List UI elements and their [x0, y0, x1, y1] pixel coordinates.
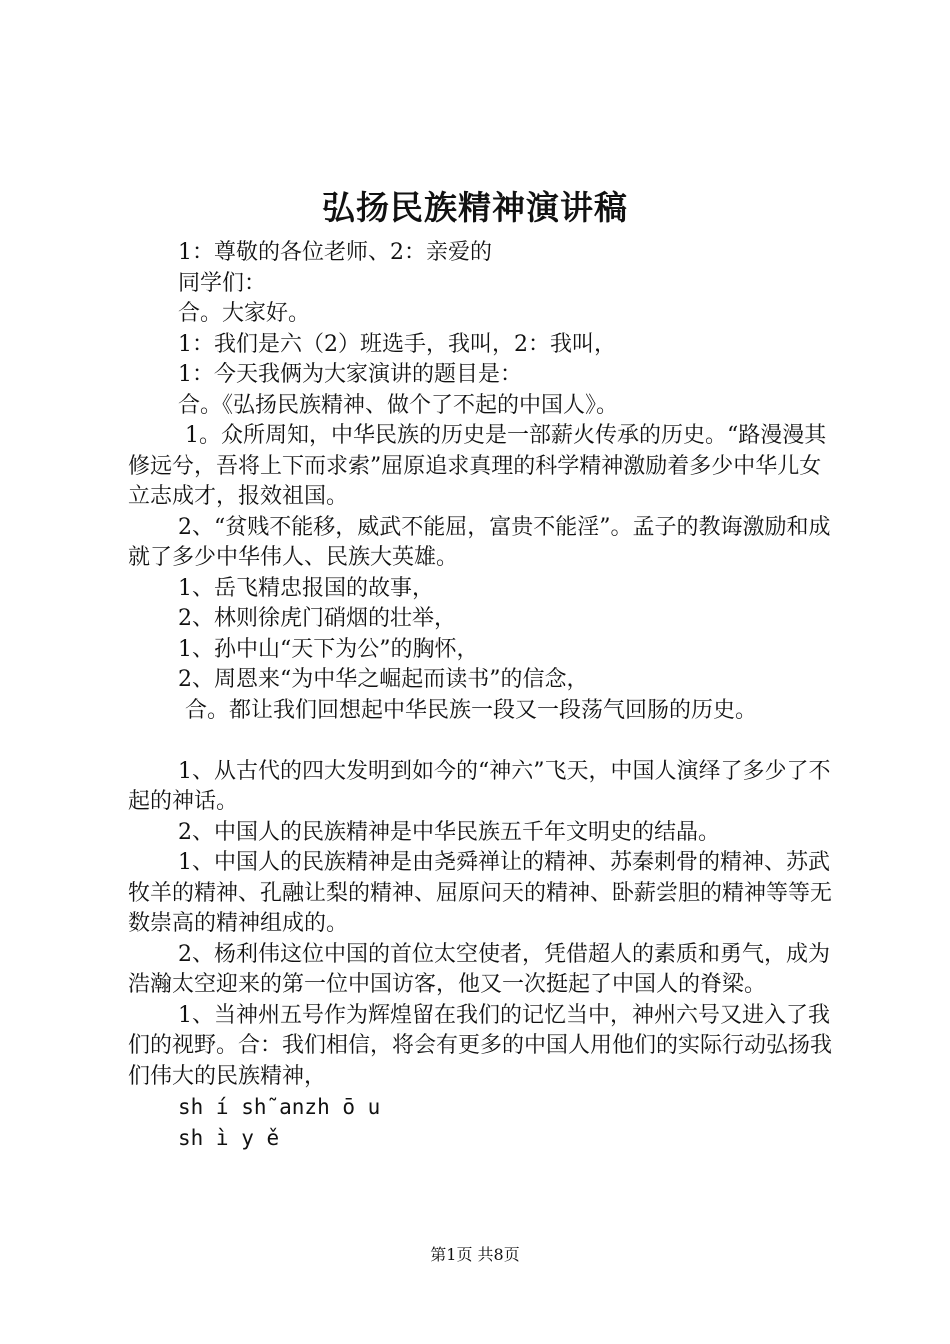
paragraph: 1、当神州五号作为辉煌留在我们的记忆当中，神州六号又进入了我们的视野。合：我们相信，将会有更多的中国人用他们的实际行动弘扬我们伟大的民族精神， [128, 1002, 833, 1089]
paragraph: 2、中国人的民族精神是中华民族五千年文明史的结晶。 [178, 819, 720, 845]
blank-line [128, 726, 838, 757]
paragraph: 合。都让我们回想起中华民族一段又一段荡气回肠的历史。 [178, 697, 758, 723]
paragraph: 合。大家好。 [178, 301, 311, 326]
document-body [128, 238, 838, 1153]
document-title: 弘扬民族精神演讲稿 [322, 188, 628, 227]
paragraph: 1：我们是六（2）班选手，我叫，2：我叫， [178, 331, 616, 357]
paragraph: 2、“贫贱不能移，威武不能屈，富贵不能淫”。孟子的教诲激励和成就了多少中华伟人、民族大英雄。 [128, 514, 831, 570]
paragraph: 1。众所周知，中华民族的历史是一部薪火传承的历史。“路漫漫其修远兮，吾将上下而求索”屈原追求真理的科学精神激励着多少中华儿女立志成才，报效祖国。 [128, 423, 827, 509]
paragraph: 2、杨利伟这位中国的首位太空使者，凭借超人的素质和勇气，成为浩瀚太空迎来的第一位中国访客，他又一次挺起了中国人的脊梁。 [128, 941, 830, 997]
pinyin-line: sh ì y ě [178, 1125, 280, 1150]
paragraph: 同学们： [178, 270, 267, 296]
paragraph: 1、岳飞精忠报国的故事， [178, 575, 434, 601]
paragraph: 2、周恩来“为中华之崛起而读书”的信念， [178, 667, 589, 692]
paragraph: 2、林则徐虎门硝烟的壮举， [178, 606, 456, 631]
paragraph: 1、从古代的四大发明到如今的“神六”飞天，中国人演绎了多少了不起的神话。 [128, 758, 831, 814]
paragraph: 1：今天我俩为大家演讲的题目是： [178, 362, 522, 387]
paragraph: 合。《弘扬民族精神、做个了不起的中国人》。 [178, 392, 619, 418]
pinyin-line: sh í sh˜anzh ō u [178, 1095, 381, 1119]
page-footer: 第1页 共8页 [430, 1245, 520, 1264]
paragraph: 1：尊敬的各位老师、2：亲爱的 [178, 240, 492, 265]
paragraph: 1、中国人的民族精神是由尧舜禅让的精神、苏秦刺骨的精神、苏武牧羊的精神、孔融让梨的精神、屈原问天的精神、卧薪尝胆的精神等等无数崇高的精神组成的。 [128, 850, 833, 936]
paragraph: 1、孙中山“天下为公”的胸怀， [178, 636, 479, 662]
